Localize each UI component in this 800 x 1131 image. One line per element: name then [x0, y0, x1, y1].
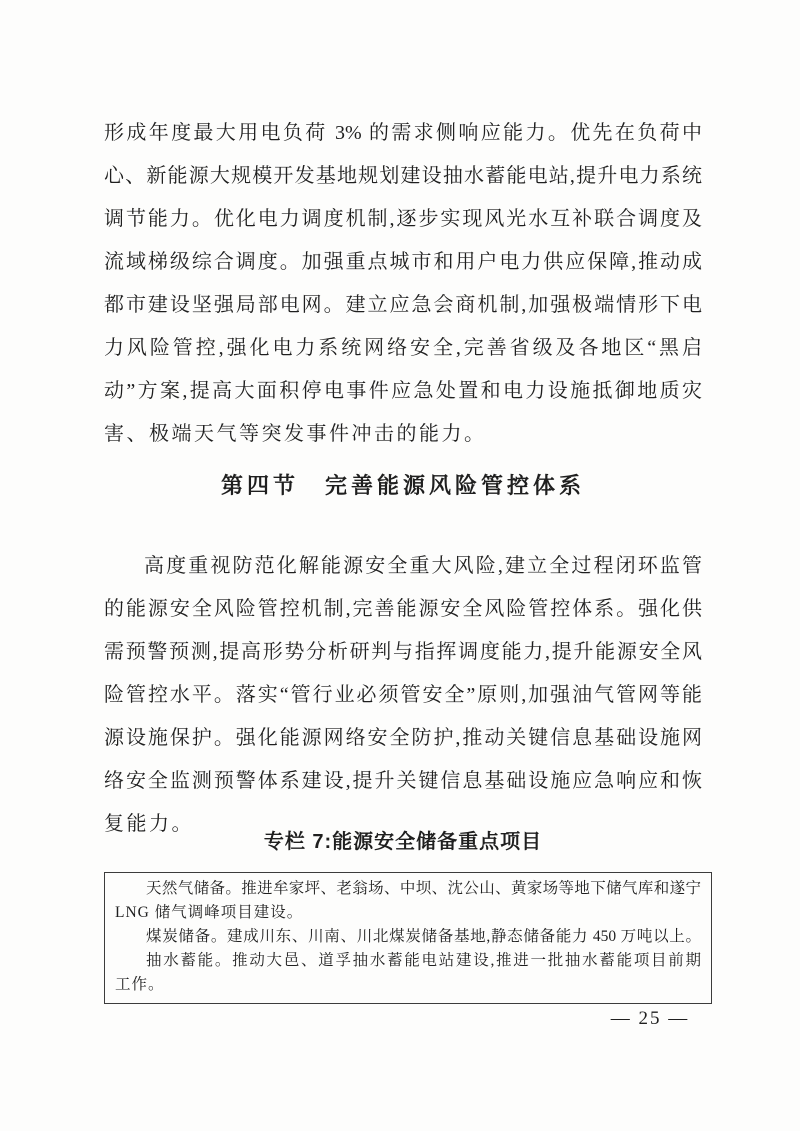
- body-paragraph-1: [104, 112, 702, 456]
- text-line: 源设施保护。强化能源网络安全防护,推动关键信息基础设施网: [104, 727, 702, 749]
- feature-box-title: 专栏 7:能源安全储备重点项目: [263, 831, 543, 853]
- feature-box: [104, 872, 712, 1004]
- text-line: 高度重视防范化解能源安全重大风险,建立全过程闭环监管: [144, 555, 702, 577]
- text-line: 抽水蓄能。推动大邑、道孚抽水蓄能电站建设,推进一批抽水蓄能项目前期: [146, 952, 701, 969]
- text-line: 需预警预测,提高形势分析研判与指挥调度能力,提升能源安全风: [104, 641, 702, 663]
- text-line: 都市建设坚强局部电网。建立应急会商机制,加强极端情形下电: [104, 294, 702, 316]
- text-line: 流域梯级综合调度。加强重点城市和用户电力供应保障,推动成: [104, 251, 702, 273]
- page-number: — 25 —: [610, 1008, 690, 1029]
- text-line: 的能源安全风险管控机制,完善能源安全风险管控体系。强化供: [104, 598, 702, 620]
- text-line: 动”方案,提高大面积停电事件应急处置和电力设施抵御地质灾: [104, 380, 702, 402]
- text-line: 险管控水平。落实“管行业必须管安全”原则,加强油气管网等能: [104, 684, 702, 706]
- text-line: 工作。: [115, 976, 165, 993]
- text-line: 络安全监测预警体系建设,提升关键信息基础设施应急响应和恢: [104, 770, 702, 792]
- text-line: 力风险管控,强化电力系统网络安全,完善省级及各地区“黑启: [104, 337, 702, 359]
- text-line: LNG 储气调峰项目建设。: [115, 904, 304, 921]
- text-line: 天然气储备。推进牟家坪、老翁场、中坝、沈公山、黄家场等地下储气库和遂宁: [146, 880, 701, 897]
- text-line: 心、新能源大规模开发基地规划建设抽水蓄能电站,提升电力系统: [104, 165, 702, 187]
- text-line: 复能力。: [104, 813, 194, 835]
- text-line: 煤炭储备。建成川东、川南、川北煤炭储备基地,静态储备能力 450 万吨以上。: [146, 928, 701, 945]
- text-line: 调节能力。优化电力调度机制,逐步实现风光水互补联合调度及: [104, 208, 702, 230]
- body-paragraph-2: [104, 545, 702, 846]
- text-line: 形成年度最大用电负荷 3% 的需求侧响应能力。优先在负荷中: [104, 122, 702, 144]
- text-line: 害、极端天气等突发事件冲击的能力。: [104, 423, 487, 445]
- section-heading: 第四节 完善能源风险管控体系: [220, 473, 585, 498]
